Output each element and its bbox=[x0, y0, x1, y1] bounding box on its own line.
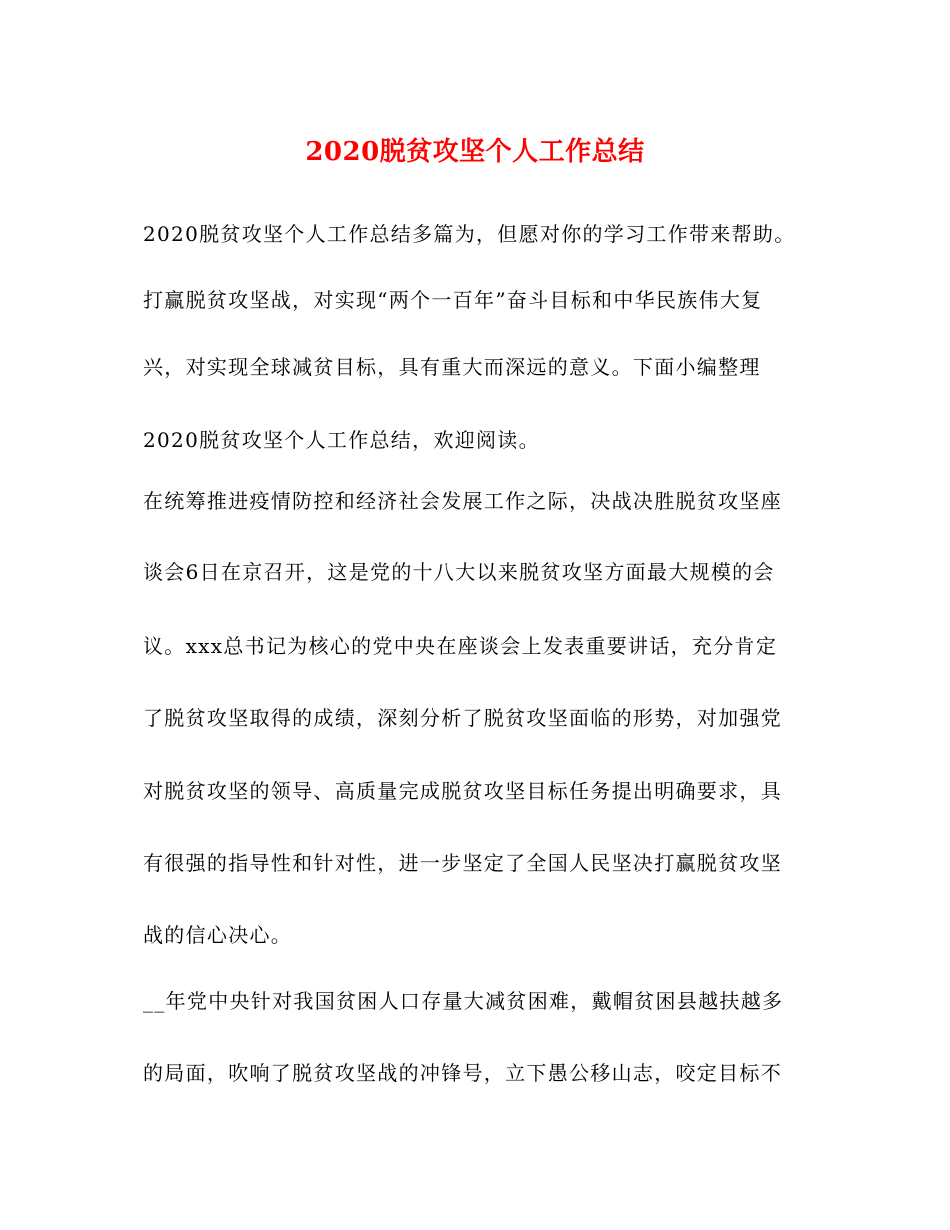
intro-line-4: 2020脱贫攻坚个人工作总结，欢迎阅读。 bbox=[143, 428, 540, 452]
paragraph1-line-1: 在统筹推进疫情防控和经济社会发展工作之际，决战决胜脱贫攻坚座 bbox=[143, 489, 782, 513]
paragraph1-line-6: 有很强的指导性和针对性，进一步坚定了全国人民坚决打赢脱贫攻坚 bbox=[143, 851, 782, 875]
document-title: 2020脱贫攻坚个人工作总结 bbox=[305, 137, 645, 167]
paragraph1-line-4: 了脱贫攻坚取得的成绩，深刻分析了脱贫攻坚面临的形势，对加强党 bbox=[143, 706, 782, 730]
paragraph2-line-1: __年党中央针对我国贫困人口存量大减贫困难，戴帽贫困县越扶越多 bbox=[143, 989, 784, 1013]
paragraph1-line-3: 议。xxx总书记为核心的党中央在座谈会上发表重要讲话，充分肯定 bbox=[143, 634, 778, 658]
paragraph1-line-2: 谈会6日在京召开，这是党的十八大以来脱贫攻坚方面最大规模的会 bbox=[143, 560, 775, 584]
paragraph1-line-7: 战的信心决心。 bbox=[143, 923, 293, 947]
paragraph1-line-5: 对脱贫攻坚的领导、高质量完成脱贫攻坚目标任务提出明确要求，具 bbox=[143, 779, 782, 803]
intro-line-3: 兴，对实现全球减贫目标，具有重大而深远的意义。下面小编整理 bbox=[143, 355, 761, 379]
intro-line-1: 2020脱贫攻坚个人工作总结多篇为，但愿对你的学习工作带来帮助。 bbox=[143, 222, 796, 246]
paragraph2-line-2: 的局面，吹响了脱贫攻坚战的冲锋号，立下愚公移山志，咬定目标不 bbox=[143, 1061, 782, 1085]
intro-line-2: 打赢脱贫攻坚战，对实现“两个一百年”奋斗目标和中华民族伟大复 bbox=[143, 288, 763, 312]
